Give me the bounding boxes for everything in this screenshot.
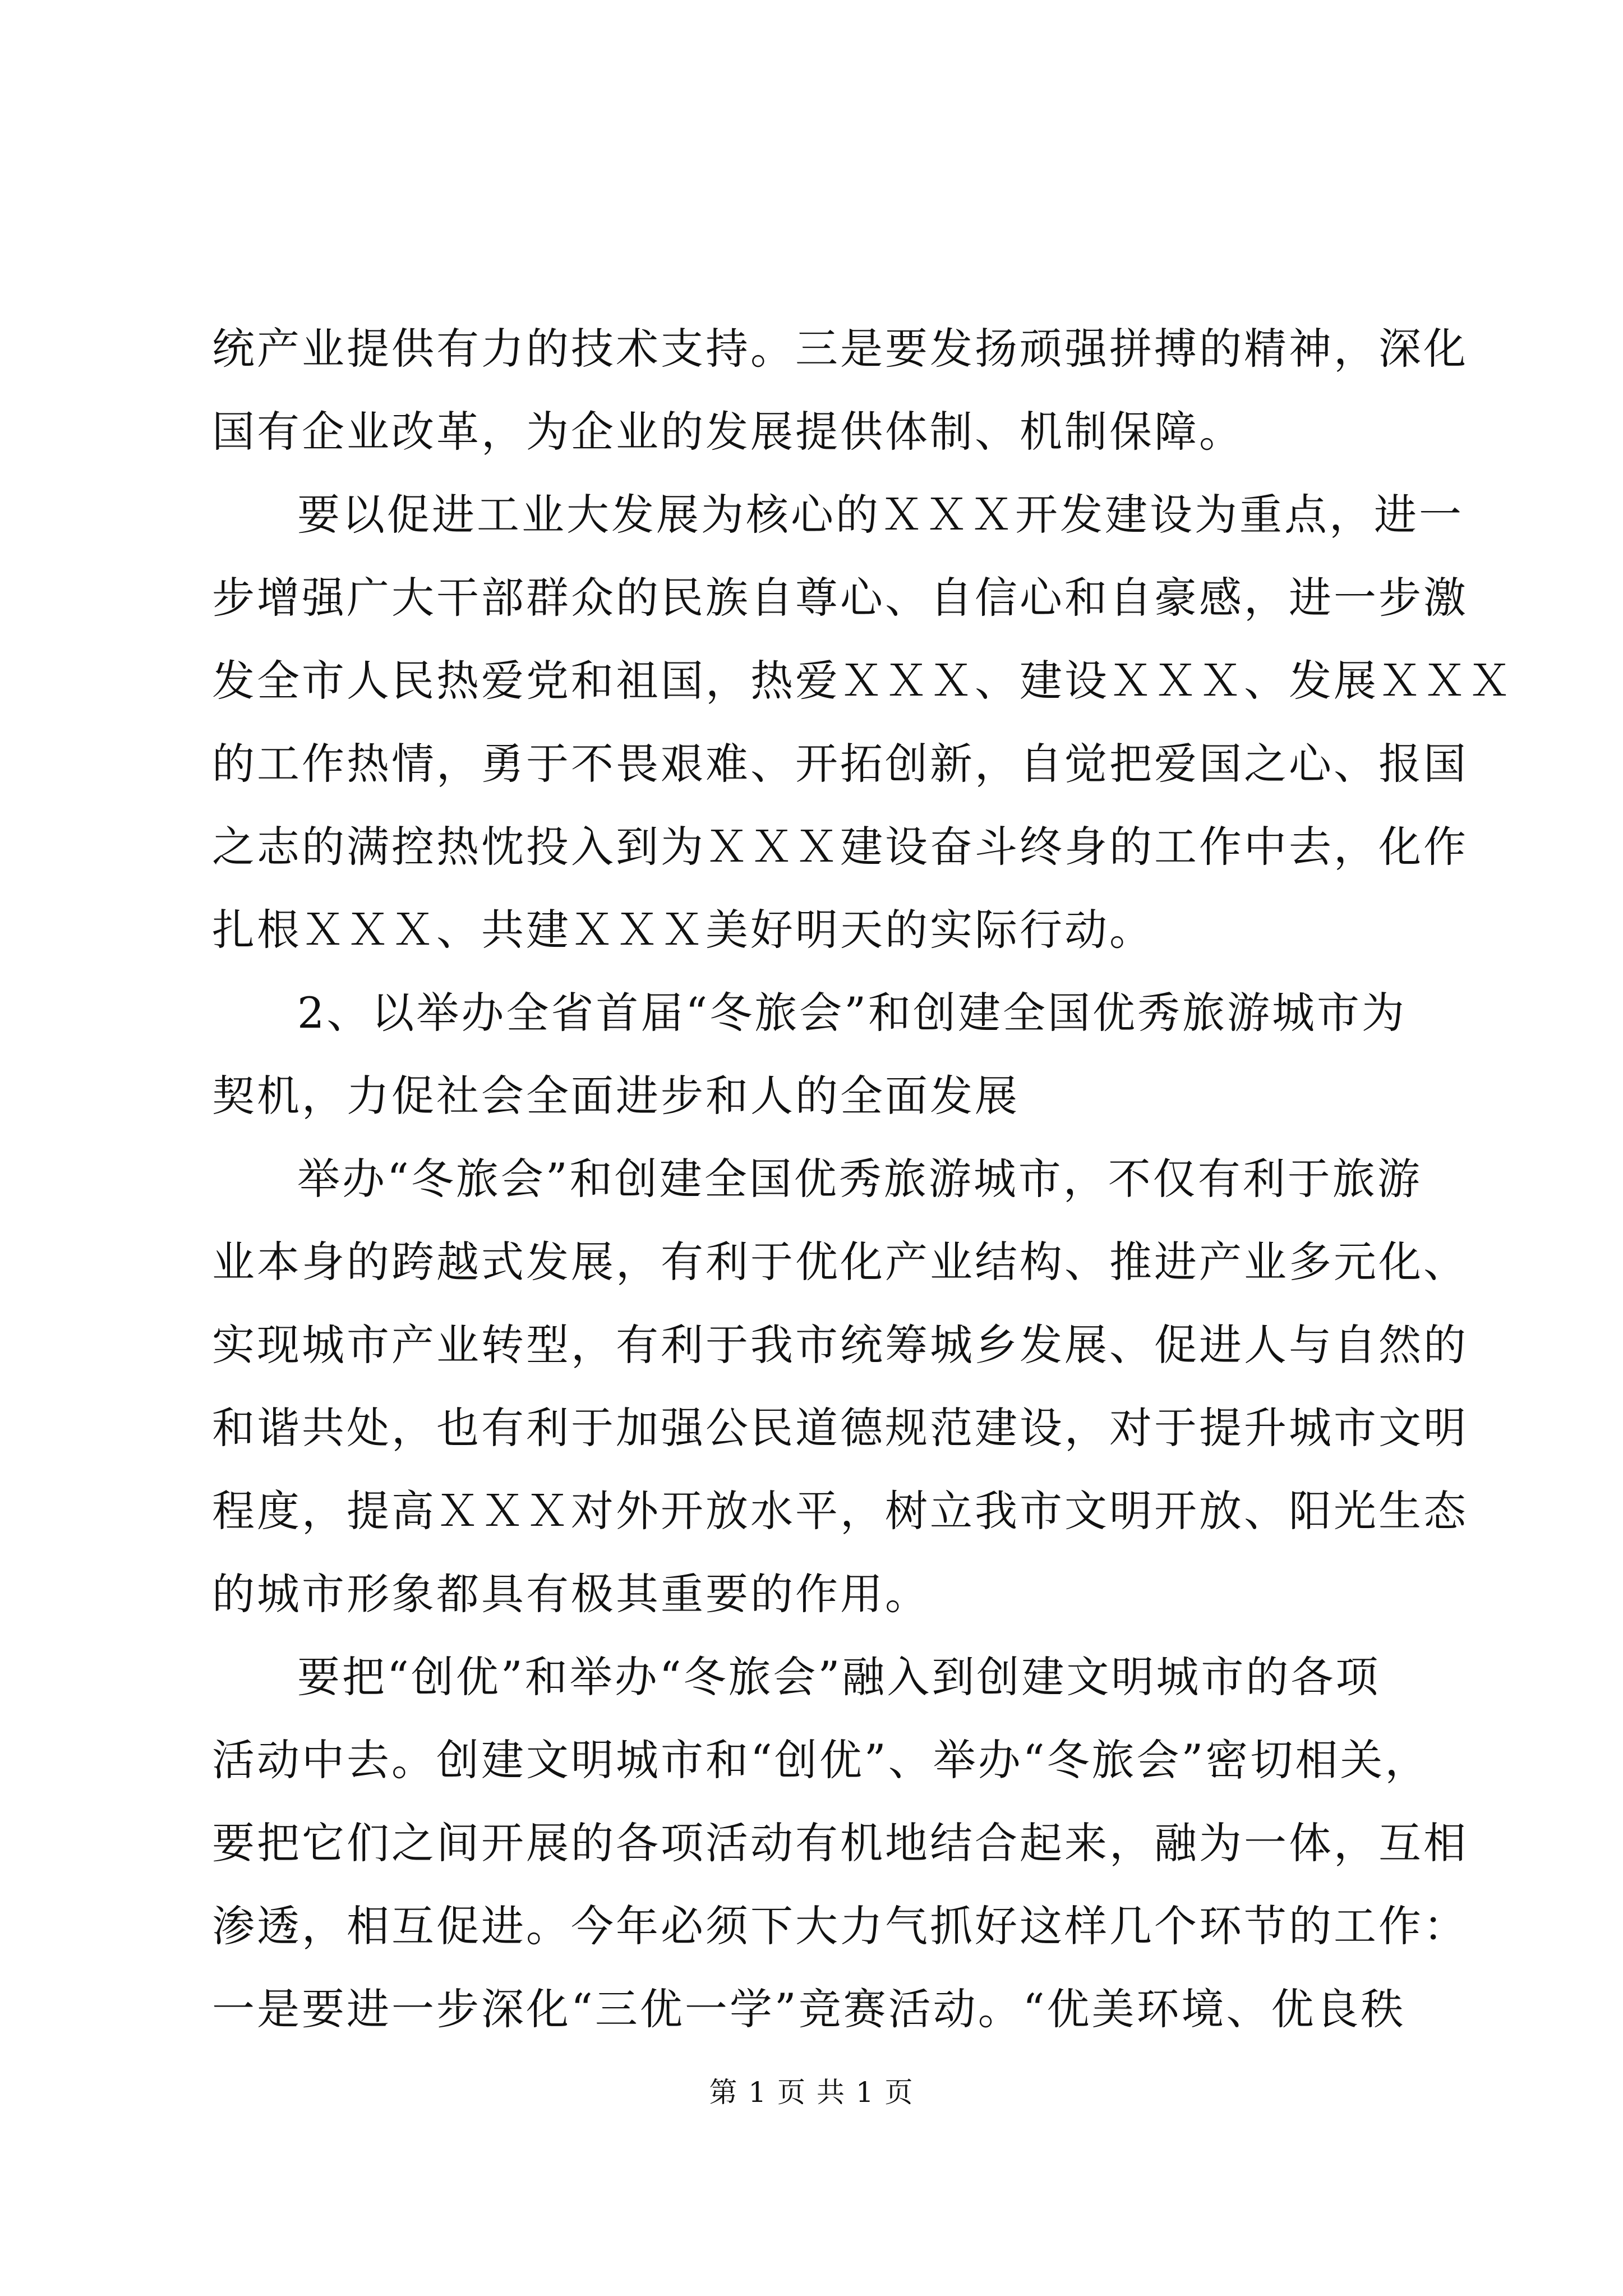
text-line: 的工作热情，勇于不畏艰难、开拓创新，自觉把爱国之心、报国 [212,739,1468,789]
text-line: 一是要进一步深化“三优一学”竞赛活动。“优美环境、优良秩 [212,1984,1406,2034]
page-number: 第 1 页 共 1 页 [709,2076,914,2109]
text-line: 程度，提高ＸＸＸ对外开放水平，树立我市文明开放、阳光生态 [212,1486,1468,1536]
text-line: 发全市人民热爱党和祖国，热爱ＸＸＸ、建设ＸＸＸ、发展ＸＸＸ [212,656,1513,706]
document-body [212,307,1513,2051]
section-heading-line: 契机，力促社会全面进步和人的全面发展 [212,1071,1020,1121]
text-line: 和谐共处，也有利于加强公民道德规范建设，对于提升城市文明 [212,1403,1468,1453]
text-line: 业本身的跨越式发展，有利于优化产业结构、推进产业多元化、 [212,1237,1468,1287]
paragraph-start-line: 举办“冬旅会”和创建全国优秀旅游城市，不仅有利于旅游 [297,1154,1422,1204]
text-line: 的城市形象都具有极其重要的作用。 [212,1569,930,1619]
text-line: 统产业提供有力的技术支持。三是要发扬顽强拼搏的精神，深化 [212,324,1468,374]
section-heading-line: 2、以举办全省首届“冬旅会”和创建全国优秀旅游城市为 [297,988,1407,1038]
text-line: 实现城市产业转型，有利于我市统筹城乡发展、促进人与自然的 [212,1320,1468,1370]
text-line: 之志的满控热忱投入到为ＸＸＸ建设奋斗终身的工作中去，化作 [212,822,1468,872]
paragraph-start-line: 要以促进工业大发展为核心的ＸＸＸ开发建设为重点，进一 [297,490,1464,540]
text-line: 渗透，相互促进。今年必须下大力气抓好这样几个环节的工作： [212,1901,1468,1951]
text-line: 步增强广大干部群众的民族自尊心、自信心和自豪感，进一步激 [212,573,1468,623]
page-footer [0,2070,1623,2110]
text-line: 扎根ＸＸＸ、共建ＸＸＸ美好明天的实际行动。 [212,905,1154,955]
text-line: 要把它们之间开展的各项活动有机地结合起来，融为一体，互相 [212,1818,1468,1868]
text-line: 国有企业改革，为企业的发展提供体制、机制保障。 [212,407,1244,457]
text-line: 活动中去。创建文明城市和“创优”、举办“冬旅会”密切相关， [212,1735,1430,1785]
paragraph-start-line: 要把“创优”和举办“冬旅会”融入到创建文明城市的各项 [297,1652,1381,1702]
